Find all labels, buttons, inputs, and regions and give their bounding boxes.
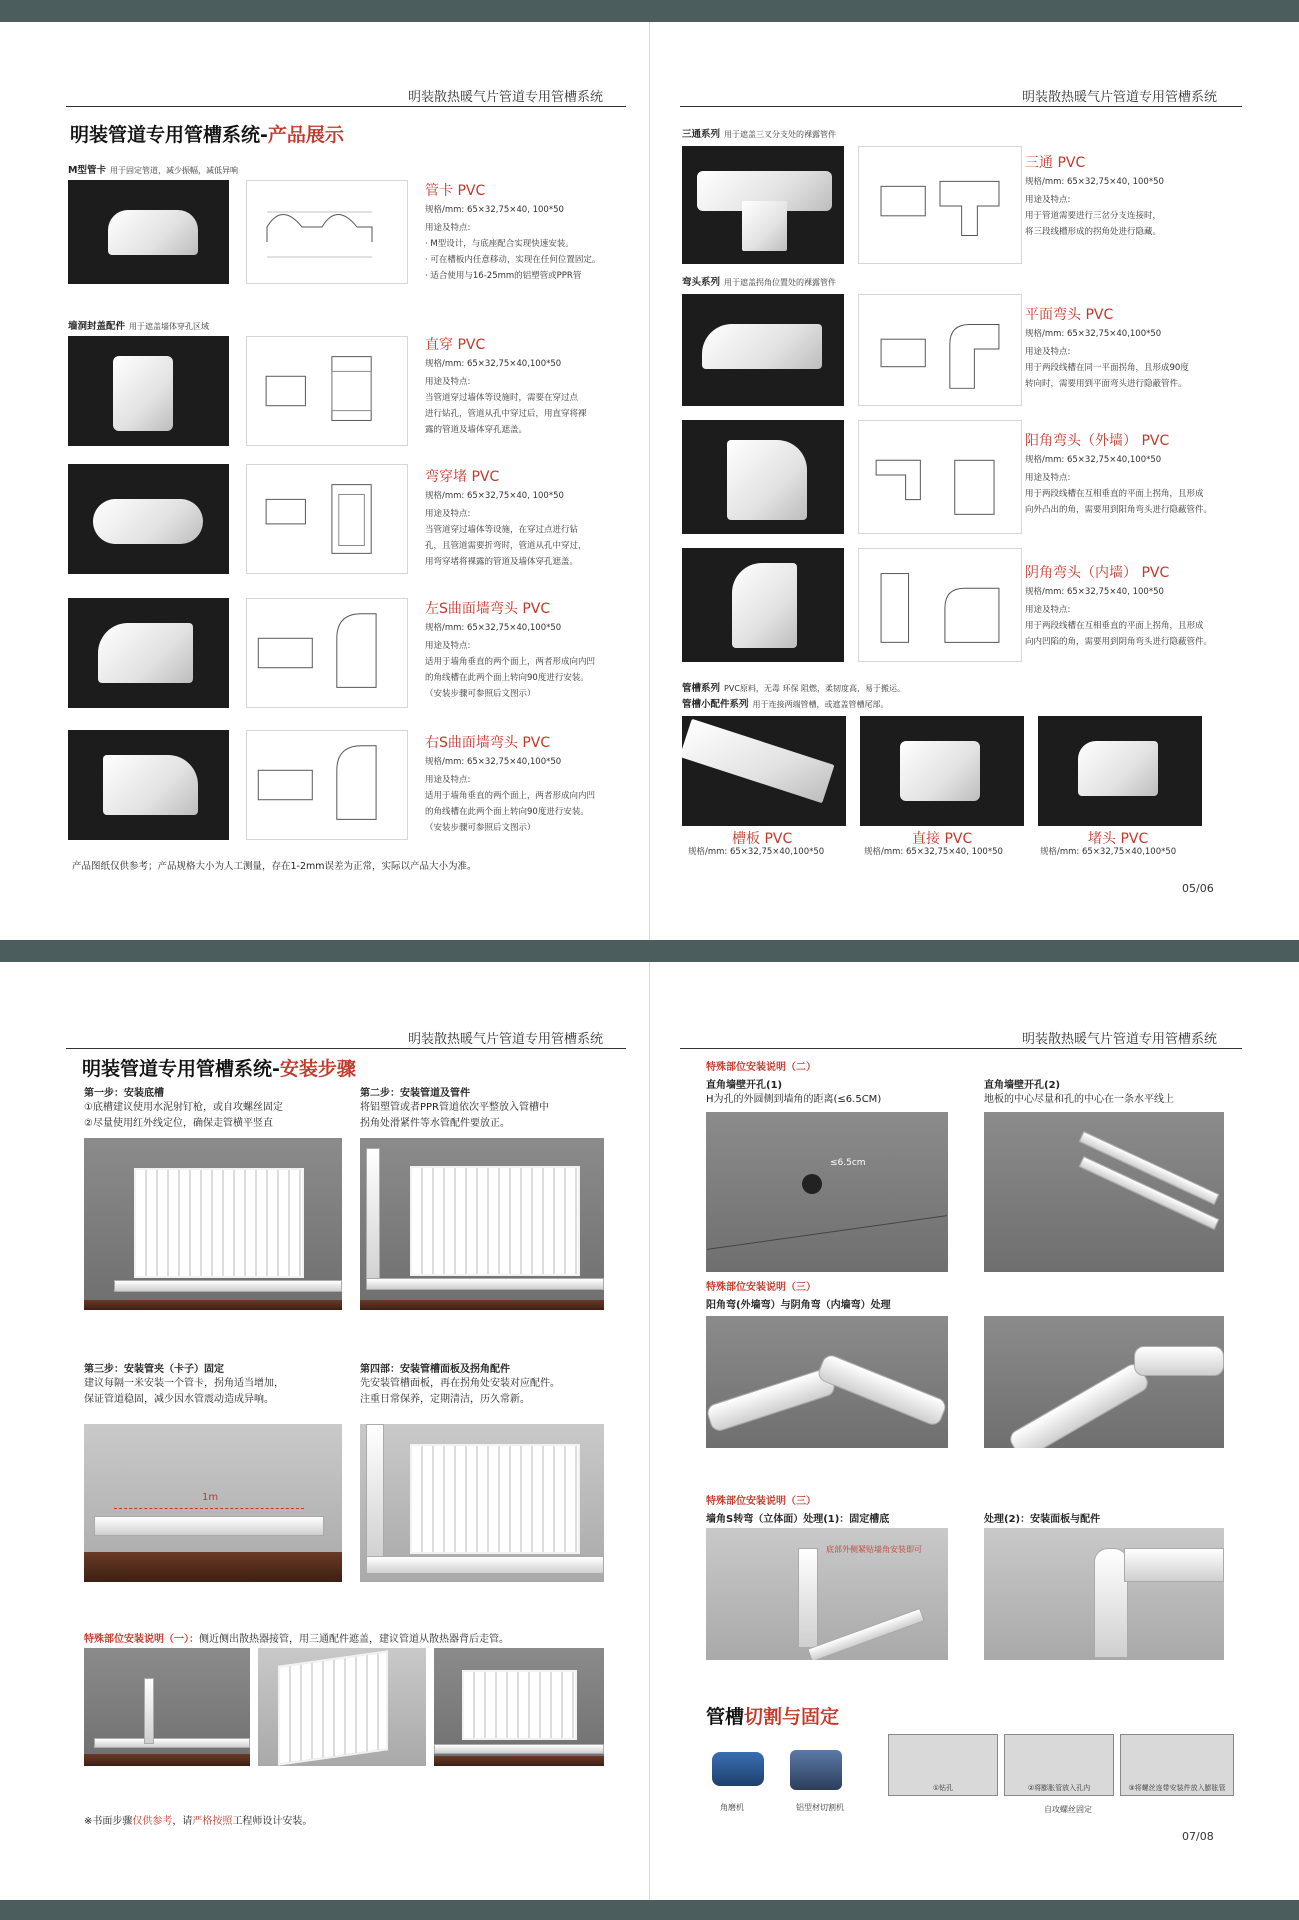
product-desc: 用途及特点: · M型设计，与底座配合实现快速安装。 · 可在槽板内任意移动，实现在任何位置固定。 · 适合使用与16-25mm的铝塑管或PPR管 <box>425 223 601 281</box>
spread-product-showcase <box>0 22 1299 940</box>
product-photo-coupler <box>860 716 1024 826</box>
wall-edge <box>707 1215 947 1250</box>
header-rule <box>66 106 626 107</box>
section-label-tee: 三通系列 用于遮盖三叉分支处的裸露管件 <box>682 129 837 140</box>
angle-grinder-icon <box>712 1752 764 1786</box>
product-desc: 用途及特点: 用于两段线槽在互相垂直的平面上拐角，且形成 向外凸出的角，需要用到阳角弯头进行隐蔽管件。 <box>1025 473 1213 515</box>
product-drawing-tee <box>858 146 1022 264</box>
product-name: 三通 PVC <box>1025 155 1086 171</box>
page-title: 明装管道专用管槽系统-安装步骤 <box>82 1058 356 1080</box>
special1-photo-c <box>434 1648 604 1766</box>
product-photo-internal-corner <box>682 548 844 662</box>
special-heading-3b: 特殊部位安装说明（三） <box>706 1496 816 1507</box>
spread-installation-steps <box>0 962 1299 1900</box>
s-turn-title: 墙角S转弯（立体面）处理(1)：固定槽底 <box>706 1514 890 1525</box>
page-number: 07/08 <box>1182 1830 1214 1843</box>
product-spec: 规格/mm: 65×32,75×40,100*50 <box>425 359 562 369</box>
corner-title: 阳角弯(外墙弯）与阴角弯（内墙弯）处理 <box>706 1300 891 1311</box>
s-turn-photo-2 <box>984 1528 1224 1660</box>
special-heading-2: 特殊部位安装说明（二） <box>706 1062 816 1073</box>
product-spec: 规格/mm: 65×32,75×40, 100*50 <box>1025 587 1164 597</box>
product-desc: 用途及特点: 用于两段线槽在互相垂直的平面上拐角，且形成 向内凹陷的角，需要用到阴角弯头进行隐蔽管件。 <box>1025 605 1213 647</box>
running-header: 明装散热暖气片管道专用管槽系统 <box>1022 1032 1218 1047</box>
product-name: 弯穿堵 PVC <box>425 469 500 485</box>
product-photo-end-cap <box>1038 716 1202 826</box>
tool-label: 角磨机 <box>720 1803 744 1812</box>
distance-line <box>114 1508 304 1509</box>
page-gutter <box>649 22 650 940</box>
running-header: 明装散热暖气片管道专用管槽系统 <box>408 90 604 105</box>
step-title: 第四部：安装管槽面板及拐角配件 <box>360 1364 510 1375</box>
step-text: 先安装管槽面板，再在拐角处安装对应配件。 注重日常保养，定期清洁，历久常新。 <box>360 1378 560 1405</box>
running-header: 明装散热暖气片管道专用管槽系统 <box>1022 90 1218 105</box>
cutting-machine-icon <box>790 1750 842 1790</box>
page-gutter <box>649 962 650 1900</box>
product-desc: 用途及特点: 用于两段线槽在同一平面拐角，且形成90度 转向时，需要用到平面弯头进行隐蔽管件。 <box>1025 347 1189 389</box>
product-spec: 规格/mm: 65×32,75×40, 100*50 <box>425 205 564 215</box>
bottom-bar <box>0 1900 1299 1920</box>
hole2-title: 直角墙壁开孔(2) <box>984 1080 1061 1091</box>
s-turn-note: 底部外侧紧贴墙角安装即可 <box>826 1545 922 1554</box>
running-header: 明装散热暖气片管道专用管槽系统 <box>408 1032 604 1047</box>
product-spec: 规格/mm: 65×32,75×40, 100*50 <box>425 491 564 501</box>
header-rule <box>680 106 1242 107</box>
product-name: 管卡 PVC <box>425 183 486 199</box>
series-line-accessories: 管槽小配件系列 用于连接两端管槽，或遮盖管槽尾部。 <box>682 699 889 710</box>
product-drawing-bend-cover <box>246 464 408 574</box>
hole1-title: 直角墙壁开孔(1) <box>706 1080 783 1091</box>
fix-step-anchor: ②将膨胀管放入孔内 <box>1004 1734 1114 1796</box>
hole-distance-mark: ≤6.5cm <box>830 1158 866 1168</box>
hole-circle <box>802 1174 822 1194</box>
step4-illustration <box>360 1424 604 1582</box>
fix-step-drill: ①钻孔 <box>888 1734 998 1796</box>
product-name: 左S曲面墙弯头 PVC <box>425 601 551 617</box>
section-label-elbow: 弯头系列 用于遮盖拐角位置处的裸露管件 <box>682 277 837 288</box>
product-photo-flat-elbow <box>682 294 844 406</box>
step3-illustration <box>84 1424 342 1582</box>
step-text: 将铝塑管或者PPR管道依次平整放入管槽中 拐角处滑紧件等水管配件要放正。 <box>360 1102 550 1129</box>
special-note-1: 特殊部位安装说明（一）：侧近侧出散热器接管，用三通配件遮盖，建议管道从散热器背后走管。 <box>84 1634 509 1645</box>
section-label-wall-cover: 墙洞封盖配件 用于遮盖墙体穿孔区域 <box>68 321 210 332</box>
footnote: ※书面步骤仅供参考，请严格按照工程师设计安装。 <box>84 1816 313 1827</box>
product-name: 右S曲面墙弯头 PVC <box>425 735 551 751</box>
corner-photo-internal <box>984 1316 1224 1448</box>
step2-illustration <box>360 1138 604 1310</box>
page-number: 05/06 <box>1182 882 1214 895</box>
s-turn2-title: 处理(2)：安装面板与配件 <box>984 1514 1101 1525</box>
header-rule <box>66 1048 626 1049</box>
product-spec: 规格/mm: 65×32,75×40, 100*50 <box>1025 177 1164 187</box>
product-photo-external-corner <box>682 420 844 534</box>
product-drawing-straight <box>246 336 408 446</box>
cut-title: 管槽切割与固定 <box>706 1706 840 1728</box>
product-photo-right-s-elbow <box>68 730 229 840</box>
product-drawing-left-s-elbow <box>246 598 408 708</box>
product-spec: 规格/mm: 65×32,75×40, 100*50 <box>864 847 1003 857</box>
product-photo-left-s-elbow <box>68 598 229 708</box>
middle-bar <box>0 940 1299 962</box>
product-photo-tee <box>682 146 844 264</box>
step-title: 第一步：安装底槽 <box>84 1088 164 1099</box>
product-name: 阴角弯头（内墙） PVC <box>1025 565 1170 581</box>
product-name: 直穿 PVC <box>425 337 486 353</box>
product-spec: 规格/mm: 65×32,75×40,100*50 <box>1025 329 1162 339</box>
hole1-photo <box>706 1112 948 1272</box>
product-desc: 用途及特点: 适用于墙角垂直的两个面上，两者形成向内凹 的角线槽在此两个面上转向90度进行安装。 （安装步骤可参照后文图示） <box>425 775 596 833</box>
hole2-text: 地板的中心尽量和孔的中心在一条水平线上 <box>984 1094 1174 1105</box>
header-rule <box>680 1048 1242 1049</box>
product-desc: 用途及特点: 适用于墙角垂直的两个面上，两者形成向内凹 的角线槽在此两个面上转向90度进行安装。 （安装步骤可参照后文图示） <box>425 641 596 699</box>
step1-illustration <box>84 1138 342 1310</box>
product-drawing-internal-corner <box>858 548 1022 662</box>
product-name: 平面弯头 PVC <box>1025 307 1114 323</box>
footnote: 产品图纸仅供参考；产品规格大小为人工测量，存在1-2mm误差为正常，实际以产品大小为准。 <box>72 861 477 872</box>
distance-label: 1m <box>202 1492 219 1503</box>
product-desc: 用途及特点: 用于管道需要进行三岔分支连接时， 将三段线槽形成的拐角处进行隐藏。 <box>1025 195 1162 237</box>
product-spec: 规格/mm: 65×32,75×40,100*50 <box>688 847 825 857</box>
product-name: 槽板 PVC <box>732 831 793 847</box>
step-title: 第二步：安装管道及管件 <box>360 1088 470 1099</box>
special1-photo-a <box>84 1648 250 1766</box>
product-name: 阳角弯头（外墙） PVC <box>1025 433 1170 449</box>
corner-photo-external <box>706 1316 948 1448</box>
series-line-trunking: 管槽系列 PVC原料，无毒 环保 阻燃，柔韧度高，易于搬运。 <box>682 683 905 694</box>
tool-label: 铝型材切割机 <box>796 1803 844 1812</box>
s-turn-photo-1 <box>706 1528 948 1660</box>
product-desc: 用途及特点: 当管道穿过墙体等设施，在穿过点进行钻 孔，且管道需要折弯时，管道从孔中穿过， 用弯穿堵将裸露的管道及墙体穿孔遮盖。 <box>425 509 587 567</box>
product-spec: 规格/mm: 65×32,75×40,100*50 <box>1025 455 1162 465</box>
page-title: 明装管道专用管槽系统-产品展示 <box>70 124 344 146</box>
product-name: 堵头 PVC <box>1088 831 1149 847</box>
product-photo-straight <box>68 336 229 446</box>
product-photo-m-clip <box>68 180 229 284</box>
top-bar <box>0 0 1299 22</box>
product-drawing-flat-elbow <box>858 294 1022 406</box>
product-drawing-m-clip <box>246 180 408 284</box>
product-spec: 规格/mm: 65×32,75×40,100*50 <box>425 757 562 767</box>
product-drawing-right-s-elbow <box>246 730 408 840</box>
product-spec: 规格/mm: 65×32,75×40,100*50 <box>425 623 562 633</box>
section-label-m-clip: M型管卡 用于固定管道，减少振幅，减低异响 <box>68 165 238 176</box>
product-photo-bend-cover <box>68 464 229 574</box>
product-spec: 规格/mm: 65×32,75×40,100*50 <box>1040 847 1177 857</box>
step-text: 建议每隔一米安装一个管卡，拐角适当增加， 保证管道稳固，减少因水管震动造成异响。 <box>84 1378 284 1405</box>
product-drawing-external-corner <box>858 420 1022 534</box>
step-title: 第三步：安装管夹（卡子）固定 <box>84 1364 224 1375</box>
fix-step-screw: ③将螺丝连带安装件放入膨胀管 <box>1120 1734 1234 1796</box>
hole1-text: H为孔的外圆侧到墙角的距离(≤6.5CM) <box>706 1094 882 1105</box>
hole2-photo <box>984 1112 1224 1272</box>
step-text: ①底槽建议使用水泥射钉枪，或自攻螺丝固定 ②尽量使用红外线定位，确保走管横平竖直 <box>84 1102 283 1129</box>
fix-caption: 自攻螺丝固定 <box>1044 1805 1092 1814</box>
product-desc: 用途及特点: 当管道穿过墙体等设施时，需要在穿过点 进行钻孔，管道从孔中穿过后，用直穿将裸 露的管道及墙体穿孔遮盖。 <box>425 377 587 435</box>
product-name: 直接 PVC <box>912 831 973 847</box>
product-photo-channel <box>682 716 846 826</box>
special1-photo-b <box>258 1648 426 1766</box>
special-heading-3a: 特殊部位安装说明（三） <box>706 1282 816 1293</box>
